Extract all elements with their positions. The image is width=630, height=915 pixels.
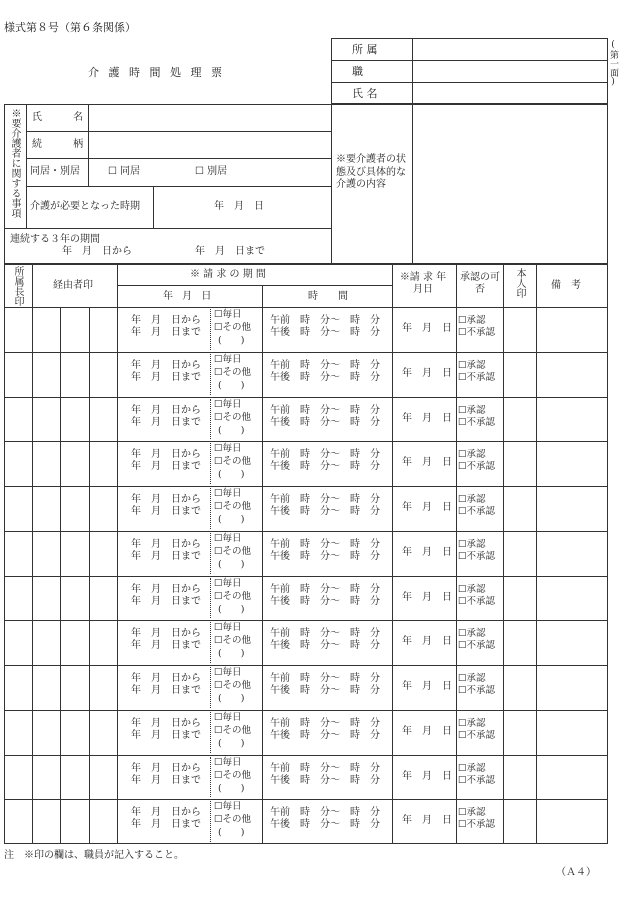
receiver-name-label: 氏 名	[32, 112, 98, 123]
row-date-to[interactable]: 年 月 日まで	[131, 640, 201, 652]
row-approve-checkbox[interactable]: ☐承認	[458, 762, 486, 774]
row-remarks-cell[interactable]	[537, 442, 607, 485]
row-request-date[interactable]: 年 月 日	[402, 546, 452, 558]
row-approve-checkbox[interactable]: ☐承認	[458, 673, 486, 684]
row-request-date[interactable]: 年 月 日	[402, 457, 452, 469]
row-other-paren[interactable]: ( )	[218, 693, 245, 704]
row-office-seal-cell[interactable]	[5, 711, 31, 754]
row-date-from[interactable]: 年 月 日から	[131, 717, 201, 729]
row-office-seal-cell[interactable]	[5, 756, 31, 799]
row-daily-checkbox[interactable]: ☐毎日	[214, 711, 242, 723]
row-self-seal-cell[interactable]	[504, 756, 535, 799]
row-date-from[interactable]: 年 月 日から	[131, 807, 201, 819]
row-dotted-divider	[210, 488, 211, 529]
row-office-seal-cell[interactable]	[5, 621, 31, 664]
row-other-paren[interactable]: ( )	[218, 737, 245, 749]
row-self-seal-cell[interactable]	[504, 442, 535, 485]
row-daily-checkbox[interactable]: ☐毎日	[214, 488, 242, 499]
row-other-paren[interactable]: ( )	[218, 603, 245, 615]
col-request-period: ※ 請 求 の 期 間	[190, 269, 266, 280]
row-other-paren[interactable]: ( )	[218, 424, 245, 436]
row-disapprove-checkbox[interactable]: ☐不承認	[458, 327, 496, 338]
col-remarks: 備 考	[551, 280, 581, 291]
row-remarks-cell[interactable]	[537, 398, 607, 441]
row-dotted-divider	[210, 622, 211, 663]
row-approve-checkbox[interactable]: ☐承認	[458, 404, 486, 416]
row-self-seal-cell[interactable]	[504, 577, 535, 620]
row-disapprove-checkbox[interactable]: ☐不承認	[458, 416, 496, 428]
row-disapprove-checkbox[interactable]: ☐不承認	[458, 371, 496, 383]
row-remarks-cell[interactable]	[537, 756, 607, 799]
row-office-seal-cell[interactable]	[5, 308, 31, 351]
row-office-seal-cell[interactable]	[5, 532, 31, 575]
row-other-paren[interactable]: ( )	[218, 514, 245, 525]
row-other-paren[interactable]: ( )	[218, 469, 245, 481]
row-request-date[interactable]: 年 月 日	[402, 591, 452, 603]
row-remarks-cell[interactable]	[537, 621, 607, 664]
row-other-paren[interactable]: ( )	[218, 379, 245, 391]
row-remarks-cell[interactable]	[537, 308, 607, 351]
col-self-seal: 本人印	[514, 268, 525, 298]
need-start-date[interactable]: 年 月 日	[214, 201, 264, 212]
col-via-seal: 経由者印	[53, 280, 93, 291]
row-other-checkbox[interactable]: ☐その他	[214, 814, 252, 826]
row-date-from[interactable]: 年 月 日から	[131, 762, 201, 774]
row-date-from[interactable]: 年 月 日から	[131, 449, 201, 461]
row-approve-checkbox[interactable]: ☐承認	[458, 538, 486, 550]
separate-checkbox[interactable]: ☐ 別居	[195, 166, 228, 177]
period-from[interactable]: 年 月 日から	[62, 246, 132, 257]
row-daily-checkbox[interactable]: ☐毎日	[214, 577, 242, 589]
col-office-seal: 所属長印	[12, 266, 23, 306]
row-dotted-divider	[210, 309, 211, 350]
footer-note: 注 ※印の欄は、職員が記入すること。	[4, 850, 184, 861]
row-pm-time[interactable]: 午後 時 分～ 時 分	[270, 774, 380, 786]
row-date-from[interactable]: 年 月 日から	[131, 583, 201, 595]
row-date-to[interactable]: 年 月 日まで	[131, 685, 201, 696]
row-am-time[interactable]: 午前 時 分～ 時 分	[270, 404, 380, 416]
row-office-seal-cell[interactable]	[5, 666, 31, 709]
row-other-checkbox[interactable]: ☐その他	[214, 411, 252, 423]
row-office-seal-cell[interactable]	[5, 800, 31, 843]
row-pm-time[interactable]: 午後 時 分～ 時 分	[270, 327, 380, 338]
row-office-seal-cell[interactable]	[5, 353, 31, 396]
row-daily-checkbox[interactable]: ☐毎日	[214, 801, 242, 813]
row-remarks-cell[interactable]	[537, 532, 607, 575]
col-time: 時 間	[308, 291, 348, 302]
row-disapprove-checkbox[interactable]: ☐不承認	[458, 640, 496, 652]
row-date-from[interactable]: 年 月 日から	[131, 628, 201, 640]
row-pm-time[interactable]: 午後 時 分～ 時 分	[270, 461, 380, 473]
row-date-to[interactable]: 年 月 日まで	[131, 595, 201, 607]
row-approve-checkbox[interactable]: ☐承認	[458, 494, 486, 505]
row-other-checkbox[interactable]: ☐その他	[214, 501, 252, 512]
row-other-checkbox[interactable]: ☐その他	[214, 545, 252, 557]
row-am-time[interactable]: 午前 時 分～ 時 分	[270, 717, 380, 729]
row-self-seal-cell[interactable]	[504, 711, 535, 754]
row-other-paren[interactable]: ( )	[218, 648, 245, 660]
row-request-date[interactable]: 年 月 日	[402, 681, 452, 692]
name-label: 氏 名	[352, 87, 378, 100]
row-office-seal-cell[interactable]	[5, 577, 31, 620]
paper-size: （Ａ４）	[556, 867, 596, 878]
row-other-paren[interactable]: ( )	[218, 335, 245, 346]
row-date-to[interactable]: 年 月 日まで	[131, 327, 201, 338]
row-am-time[interactable]: 午前 時 分～ 時 分	[270, 315, 380, 326]
row-am-time[interactable]: 午前 時 分～ 時 分	[270, 673, 380, 684]
row-approve-checkbox[interactable]: ☐承認	[458, 583, 486, 595]
col-request-date: ※請 求 年月日	[399, 272, 447, 295]
row-other-paren[interactable]: ( )	[218, 782, 245, 794]
col-approval: 承認の可否	[460, 272, 500, 295]
row-disapprove-checkbox[interactable]: ☐不承認	[458, 774, 496, 786]
row-am-time[interactable]: 午前 時 分～ 時 分	[270, 359, 380, 371]
row-pm-time[interactable]: 午後 時 分～ 時 分	[270, 416, 380, 428]
row-approve-checkbox[interactable]: ☐承認	[458, 359, 486, 371]
row-request-date[interactable]: 年 月 日	[402, 502, 452, 513]
row-pm-time[interactable]: 午後 時 分～ 時 分	[270, 371, 380, 383]
row-self-seal-cell[interactable]	[504, 353, 535, 396]
row-self-seal-cell[interactable]	[504, 487, 535, 530]
position-field[interactable]	[413, 61, 607, 81]
position-label: 職	[352, 65, 363, 78]
row-disapprove-checkbox[interactable]: ☐不承認	[458, 550, 496, 562]
side-note: (第一面)	[608, 40, 618, 87]
row-pm-time[interactable]: 午後 時 分～ 時 分	[270, 640, 380, 652]
row-remarks-cell[interactable]	[537, 666, 607, 709]
row-date-to[interactable]: 年 月 日まで	[131, 371, 201, 383]
row-dotted-divider	[210, 578, 211, 619]
row-other-checkbox[interactable]: ☐その他	[214, 769, 252, 781]
row-disapprove-checkbox[interactable]: ☐不承認	[458, 685, 496, 696]
row-disapprove-checkbox[interactable]: ☐不承認	[458, 461, 496, 473]
office-field[interactable]	[413, 39, 607, 59]
row-other-checkbox[interactable]: ☐その他	[214, 590, 252, 602]
period-label: 連続する３年の期間	[10, 234, 100, 245]
row-request-date[interactable]: 年 月 日	[402, 367, 452, 379]
name-field[interactable]	[413, 83, 607, 103]
cohabit-label: 同居・別居	[30, 166, 80, 177]
row-daily-checkbox[interactable]: ☐毎日	[214, 398, 242, 410]
row-date-to[interactable]: 年 月 日まで	[131, 461, 201, 473]
row-approve-checkbox[interactable]: ☐承認	[458, 717, 486, 729]
row-request-date[interactable]: 年 月 日	[402, 725, 452, 737]
row-date-from[interactable]: 年 月 日から	[131, 673, 201, 684]
col-ymd: 年 月 日	[163, 291, 215, 302]
need-start-label: 介護が必要となった時期	[30, 201, 140, 212]
row-dotted-divider	[210, 354, 211, 395]
row-date-to[interactable]: 年 月 日まで	[131, 774, 201, 786]
row-dotted-divider	[210, 712, 211, 753]
row-other-paren[interactable]: ( )	[218, 558, 245, 570]
row-pm-time[interactable]: 午後 時 分～ 時 分	[270, 729, 380, 741]
row-disapprove-checkbox[interactable]: ☐不承認	[458, 729, 496, 741]
row-date-to[interactable]: 年 月 日まで	[131, 506, 201, 517]
row-daily-checkbox[interactable]: ☐毎日	[214, 532, 242, 544]
row-daily-checkbox[interactable]: ☐毎日	[214, 353, 242, 365]
row-approve-checkbox[interactable]: ☐承認	[458, 449, 486, 461]
row-request-date[interactable]: 年 月 日	[402, 770, 452, 782]
care-section-label: ※要介護者に関する事項	[9, 108, 20, 218]
row-remarks-cell[interactable]	[537, 487, 607, 530]
row-pm-time[interactable]: 午後 時 分～ 時 分	[270, 506, 380, 517]
care-status-field[interactable]	[413, 105, 607, 263]
row-am-time[interactable]: 午前 時 分～ 時 分	[270, 762, 380, 774]
row-office-seal-cell[interactable]	[5, 442, 31, 485]
row-self-seal-cell[interactable]	[504, 308, 535, 351]
relation-field[interactable]	[89, 132, 330, 157]
row-daily-checkbox[interactable]: ☐毎日	[214, 667, 242, 678]
row-dotted-divider	[210, 757, 211, 798]
row-approve-checkbox[interactable]: ☐承認	[458, 807, 486, 819]
row-request-date[interactable]: 年 月 日	[402, 412, 452, 424]
row-date-from[interactable]: 年 月 日から	[131, 494, 201, 505]
row-self-seal-cell[interactable]	[504, 621, 535, 664]
row-date-to[interactable]: 年 月 日まで	[131, 729, 201, 741]
row-dotted-divider	[210, 443, 211, 484]
row-remarks-cell[interactable]	[537, 800, 607, 843]
page-title: 介 護 時 間 処 理 票	[88, 66, 225, 79]
row-daily-checkbox[interactable]: ☐毎日	[214, 622, 242, 634]
row-date-to[interactable]: 年 月 日まで	[131, 416, 201, 428]
period-to[interactable]: 年 月 日まで	[195, 246, 265, 257]
row-approve-checkbox[interactable]: ☐承認	[458, 315, 486, 326]
row-remarks-cell[interactable]	[537, 577, 607, 620]
row-am-time[interactable]: 午前 時 分～ 時 分	[270, 628, 380, 640]
form-label: 様式第８号（第６条関係）	[4, 21, 136, 34]
row-request-date[interactable]: 年 月 日	[402, 323, 452, 334]
row-am-time[interactable]: 午前 時 分～ 時 分	[270, 494, 380, 505]
row-date-from[interactable]: 年 月 日から	[131, 359, 201, 371]
row-date-from[interactable]: 年 月 日から	[131, 404, 201, 416]
row-dotted-divider	[210, 399, 211, 440]
cohabit-checkbox[interactable]: ☐ 同居	[108, 166, 141, 177]
row-pm-time[interactable]: 午後 時 分～ 時 分	[270, 595, 380, 607]
row-date-to[interactable]: 年 月 日まで	[131, 819, 201, 831]
row-request-date[interactable]: 年 月 日	[402, 636, 452, 648]
row-disapprove-checkbox[interactable]: ☐不承認	[458, 506, 496, 517]
relation-label: 続 柄	[32, 139, 98, 150]
row-other-paren[interactable]: ( )	[218, 827, 245, 839]
row-other-checkbox[interactable]: ☐その他	[214, 456, 252, 468]
row-other-checkbox[interactable]: ☐その他	[214, 724, 252, 736]
row-self-seal-cell[interactable]	[504, 800, 535, 843]
row-remarks-cell[interactable]	[537, 711, 607, 754]
row-pm-time[interactable]: 午後 時 分～ 時 分	[270, 819, 380, 831]
row-office-seal-cell[interactable]	[5, 398, 31, 441]
row-dotted-divider	[210, 667, 211, 708]
row-am-time[interactable]: 午前 時 分～ 時 分	[270, 538, 380, 550]
row-date-from[interactable]: 年 月 日から	[131, 538, 201, 550]
row-pm-time[interactable]: 午後 時 分～ 時 分	[270, 685, 380, 696]
row-daily-checkbox[interactable]: ☐毎日	[214, 756, 242, 768]
care-status-label: ※要介護者の状態及び具体的な介護の内容	[336, 154, 406, 190]
office-label: 所 属	[352, 43, 378, 56]
row-daily-checkbox[interactable]: ☐毎日	[214, 309, 242, 320]
row-dotted-divider	[210, 533, 211, 574]
row-remarks-cell[interactable]	[537, 353, 607, 396]
row-office-seal-cell[interactable]	[5, 487, 31, 530]
row-am-time[interactable]: 午前 時 分～ 時 分	[270, 583, 380, 595]
row-am-time[interactable]: 午前 時 分～ 時 分	[270, 807, 380, 819]
row-daily-checkbox[interactable]: ☐毎日	[214, 443, 242, 455]
row-other-checkbox[interactable]: ☐その他	[214, 322, 252, 333]
row-am-time[interactable]: 午前 時 分～ 時 分	[270, 449, 380, 461]
row-date-to[interactable]: 年 月 日まで	[131, 550, 201, 562]
row-approve-checkbox[interactable]: ☐承認	[458, 628, 486, 640]
row-self-seal-cell[interactable]	[504, 532, 535, 575]
row-disapprove-checkbox[interactable]: ☐不承認	[458, 595, 496, 607]
row-self-seal-cell[interactable]	[504, 398, 535, 441]
row-date-from[interactable]: 年 月 日から	[131, 315, 201, 326]
row-request-date[interactable]: 年 月 日	[402, 815, 452, 827]
row-self-seal-cell[interactable]	[504, 666, 535, 709]
row-dotted-divider	[210, 801, 211, 842]
row-pm-time[interactable]: 午後 時 分～ 時 分	[270, 550, 380, 562]
row-other-checkbox[interactable]: ☐その他	[214, 366, 252, 378]
receiver-name-field[interactable]	[89, 105, 330, 130]
row-other-checkbox[interactable]: ☐その他	[214, 680, 252, 691]
row-other-checkbox[interactable]: ☐その他	[214, 635, 252, 647]
row-disapprove-checkbox[interactable]: ☐不承認	[458, 819, 496, 831]
